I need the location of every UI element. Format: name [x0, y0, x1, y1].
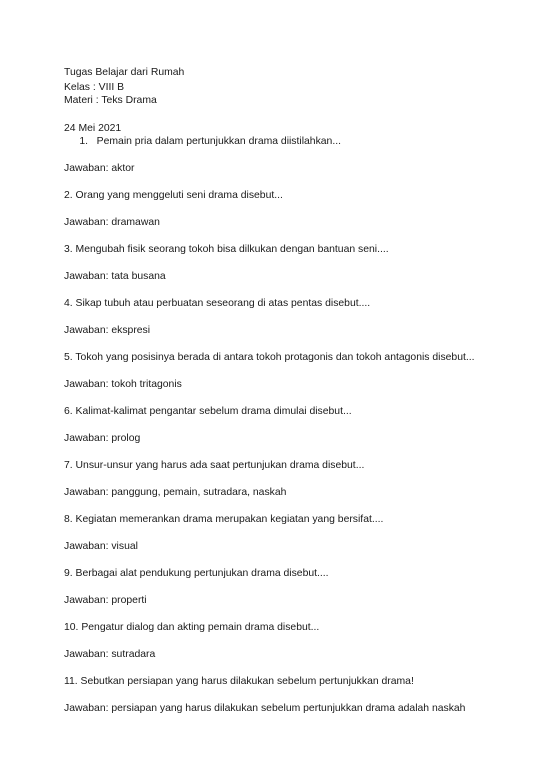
question-4: 4. Sikap tubuh atau perbuatan seseorang di atas pentas disebut.... [64, 298, 371, 309]
subject-line: Materi : Teks Drama [64, 95, 157, 106]
question-8: 8. Kegiatan memerankan drama merupakan kegiatan yang bersifat.... [64, 514, 384, 525]
question-1-text: Pemain pria dalam pertunjukkan drama diistilahkan... [96, 136, 341, 147]
question-11: 11. Sebutkan persiapan yang harus dilakukan sebelum pertunjukkan drama! [64, 676, 414, 687]
answer-1: Jawaban: aktor [64, 163, 135, 174]
question-2: 2. Orang yang menggeluti seni drama disebut... [64, 190, 283, 201]
answer-11: Jawaban: persiapan yang harus dilakukan sebelum pertunjukkan drama adalah naskah [64, 703, 466, 714]
answer-5: Jawaban: tokoh tritagonis [64, 379, 182, 390]
answer-6: Jawaban: prolog [64, 433, 141, 444]
answer-2: Jawaban: dramawan [64, 217, 160, 228]
answer-10: Jawaban: sutradara [64, 649, 156, 660]
question-1-number: 1. [79, 136, 88, 147]
question-6: 6. Kalimat-kalimat pengantar sebelum drama dimulai disebut... [64, 406, 352, 417]
answer-7: Jawaban: panggung, pemain, sutradara, naskah [64, 487, 287, 498]
answer-8: Jawaban: visual [64, 541, 138, 552]
document-title: Tugas Belajar dari Rumah [64, 67, 185, 78]
question-5: 5. Tokoh yang posisinya berada di antara tokoh protagonis dan tokoh antagonis disebut... [64, 352, 475, 363]
question-7: 7. Unsur-unsur yang harus ada saat pertunjukan drama disebut... [64, 460, 365, 471]
answer-3: Jawaban: tata busana [64, 271, 166, 282]
date-line: 24 Mei 2021 [64, 123, 122, 134]
answer-9: Jawaban: properti [64, 595, 147, 606]
question-9: 9. Berbagai alat pendukung pertunjukan drama disebut.... [64, 568, 329, 579]
question-3: 3. Mengubah fisik seorang tokoh bisa dilkukan dengan bantuan seni.... [64, 244, 389, 255]
question-10: 10. Pengatur dialog dan akting pemain drama disebut... [64, 622, 320, 633]
class-line: Kelas : VIII B [64, 82, 125, 93]
question-1 [64, 137, 341, 147]
answer-4: Jawaban: ekspresi [64, 325, 151, 336]
